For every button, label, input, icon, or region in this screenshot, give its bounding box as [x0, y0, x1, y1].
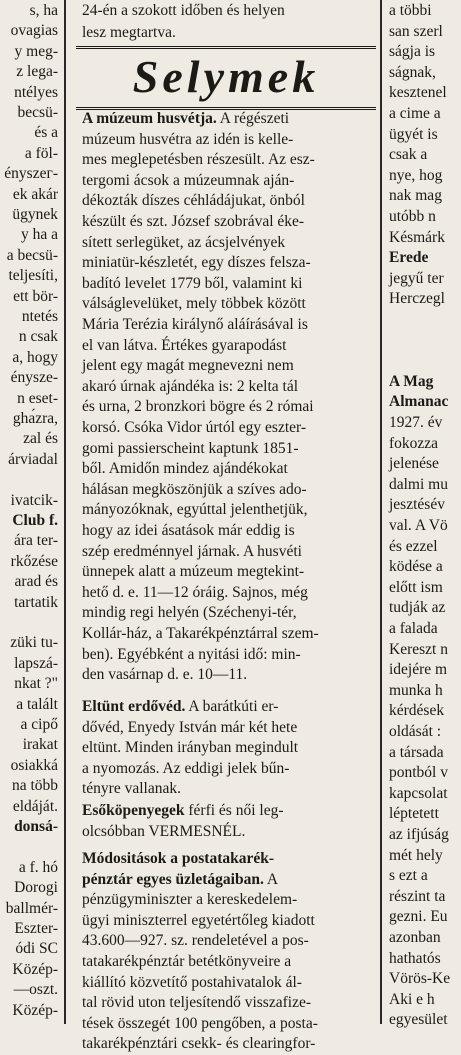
article-line: kiállító közvetítő postahivatalok ál-	[82, 973, 302, 991]
article-line: sített serlegüket, az ácsjelvények	[82, 233, 286, 251]
right-column-line: a társada	[389, 743, 444, 761]
right-column-line: kesztenel	[389, 84, 447, 102]
right-column-line: Aki e h	[389, 990, 435, 1008]
left-column-line: ntélyes	[14, 83, 58, 101]
left-column-line: ára ter-	[14, 532, 58, 550]
article-line: ben). Egyébként a nyitási idő: min-	[82, 645, 301, 663]
right-column-line: ügyét is	[389, 125, 438, 143]
article-line: ünnepek alatt a múzeum megtekint-	[82, 563, 305, 581]
article-line: Kollár-ház, a Takarékpénztárral szem-	[82, 625, 319, 642]
article-line: pénzügyminiszter a kereskedelem-	[82, 891, 298, 909]
left-column-line: züki tu-	[10, 634, 58, 652]
right-column-line: Herczegl	[389, 290, 445, 308]
right-column-line: ságja is	[389, 43, 436, 61]
article-line: korsó. Csóka Vidor úrtól egy eszter-	[82, 419, 307, 436]
right-column-line: részint ta	[389, 887, 446, 905]
left-column-line: n eset-	[17, 389, 58, 407]
left-column-line: a talált	[16, 695, 58, 713]
section-title-banner	[76, 46, 376, 110]
article-line: eltünt. Minden irányban megindult	[82, 739, 299, 757]
left-column-line: becsü-	[17, 104, 58, 121]
center-column	[68, 0, 378, 1053]
section-title: Selymek	[132, 51, 320, 102]
left-column-line: n csak	[18, 328, 58, 346]
article-line: olcsóbban VERMESNÉL.	[82, 822, 246, 840]
article-line: takarékpénztári csekk- és clearingfor-	[82, 1035, 316, 1053]
right-column-line: a falada	[389, 620, 438, 637]
right-column-line: gezni. Eu	[389, 908, 448, 926]
article-line: hető d. e. 11—12 óráig. Sajnos, még	[82, 583, 308, 601]
right-column-line: nak mag	[389, 187, 442, 205]
article-line: a nyomozás. Az eddigi jelek bűn-	[82, 759, 290, 777]
right-column-line: munka h	[389, 681, 443, 699]
article-line: válságlevelüket, mely többek között	[82, 295, 306, 313]
right-column-line: Almanac	[389, 393, 449, 411]
left-column-line: eldáját.	[12, 797, 58, 815]
right-column-line: tudják az	[389, 599, 446, 617]
article-line: akaró úrnak ajándéka is: 2 kelta tál	[82, 377, 299, 395]
left-column-line: tartatik	[14, 593, 58, 611]
left-column-line: ovagias	[10, 22, 58, 40]
left-column-line: árviadal	[8, 450, 58, 468]
left-column-line: Dorogi	[14, 879, 58, 897]
left-column-line: ódi SC	[15, 940, 58, 958]
right-column-line: idejére m	[389, 661, 448, 679]
right-column-line: utóbb n	[389, 208, 436, 225]
right-column-line: kapcsolat	[389, 784, 448, 802]
left-column-line: ényszе-	[10, 369, 58, 387]
left-column-line: és a	[34, 124, 58, 142]
left-column-line: a föl-	[24, 144, 58, 162]
top-line-2: lesz megtartva.	[82, 24, 176, 41]
left-column-line: ntetés	[21, 308, 58, 325]
right-column-line: azonban	[389, 929, 441, 946]
article-line: tényre vallanak.	[82, 780, 181, 798]
left-column-line: irakat	[22, 736, 58, 754]
left-column-line: Club f.	[12, 512, 58, 529]
article-line: 43.600—927. sz. rendeletével a pos-	[82, 932, 309, 950]
article-line	[82, 869, 278, 891]
right-column-line: 1927. év	[389, 414, 443, 431]
article-line: dékozták díszes céhládájukat, önból	[82, 192, 305, 210]
right-column-line: s ezt a	[389, 867, 428, 885]
article-line: ből. Amidőn mindez ajándékokat	[82, 460, 288, 478]
article-line: múzeum husvétra az idén is kelle-	[82, 130, 294, 148]
right-column-line: hathatós	[389, 949, 441, 967]
right-column-line: előtt ism	[389, 578, 443, 596]
article-line	[82, 800, 284, 822]
right-column-line: san szerl	[389, 22, 443, 40]
left-column-line: donsá-	[14, 818, 58, 835]
right-column	[386, 0, 461, 1029]
article-line: és urna, 2 bronzkori bögre és 2 római	[82, 398, 314, 416]
right-column-line: mét hely	[389, 846, 443, 864]
article-line: den vasárnap d. e. 10—11.	[82, 666, 248, 684]
right-column-line: pontból v	[389, 764, 448, 782]
left-column-line: zal és	[23, 430, 58, 448]
article-text: A régészeti	[216, 110, 290, 127]
left-column-line: ivatcik-	[10, 491, 58, 509]
right-column-line: A Mag	[389, 372, 434, 390]
article-headline: Eltünt erdővéd.	[82, 698, 186, 715]
article-line: szép eredménnyel járnak. A husvéti	[82, 542, 302, 560]
article-text: A barátkúti er-	[185, 698, 279, 715]
left-column-line: a cipő	[20, 716, 58, 733]
right-column-line: kérdések	[389, 702, 445, 720]
column-rule-left	[64, 0, 66, 1024]
left-column-line: a f. hó	[18, 858, 58, 876]
right-column-line: dalmi mu	[389, 475, 448, 493]
right-column-line: ködése a	[389, 558, 443, 576]
left-column-line: na több	[11, 777, 58, 795]
article-line: tergomi ácsok a múzeumnak aján-	[82, 171, 295, 189]
article-line: Módositások a postatakarék-	[82, 850, 275, 867]
article-line: jelent egy magát megnevezni nem	[82, 357, 294, 375]
left-column-line: y ha a	[20, 226, 58, 244]
right-column-line: csak a	[389, 146, 428, 164]
article-line: dővéd, Enyedy István már két hete	[82, 718, 298, 736]
article-headline: pénztár egyes üzletágaiban.	[82, 870, 264, 888]
right-column-line: nye, hog	[389, 166, 443, 184]
left-column-line: z lega-	[16, 63, 58, 81]
left-column	[0, 0, 62, 1024]
right-column-line: és ezzel	[389, 537, 438, 555]
left-column-line: rkőzése	[10, 552, 58, 570]
right-column-line: ságnak,	[389, 63, 436, 81]
right-column-line: egyesület	[389, 1011, 448, 1029]
article-line: mindig regi helyén (Széchenyi-tér,	[82, 604, 297, 622]
right-column-line: Késmárk	[389, 228, 445, 246]
article-line: tések összegét 100 pengőben, a posta-	[82, 1014, 318, 1032]
left-column-line: arad és	[14, 573, 58, 591]
right-column-line: jesztésév	[389, 496, 445, 514]
article-line: miniatür-készletét, egy díszes felsza-	[82, 254, 311, 272]
article-headline: Esőköpenyegek	[82, 802, 185, 819]
article-line: badító levelet 1779 ből, valamint ki	[82, 274, 303, 292]
article-line	[82, 696, 278, 718]
left-column-line: teljesíti,	[8, 267, 58, 285]
article-line: el van látva. Értékes gyarapodást	[82, 336, 287, 354]
left-column-line: nkat ?"	[14, 675, 58, 693]
left-column-line: Közép-	[12, 1001, 58, 1019]
left-column-line: a becsü-	[6, 246, 58, 264]
article-line: mányozóknak, egyúttal jelenthetjük,	[82, 501, 308, 519]
top-line-1: 24-én a szokott időben és helyen	[82, 2, 285, 19]
right-column-line: léptetett	[389, 805, 439, 823]
article-text: A	[263, 870, 279, 888]
right-column-line: Kereszt n	[389, 640, 448, 658]
left-column-line: ballmér-	[5, 899, 58, 917]
article-line: hogy az idei ásatások már eddig is	[82, 522, 295, 539]
left-column-line: y meg-	[14, 42, 58, 60]
article-line: gomi passierscheint kaptunk 1851-	[82, 439, 299, 457]
left-column-line: s, ha	[29, 2, 58, 19]
right-column-line: a cime a	[389, 105, 441, 122]
left-column-line: lapszá-	[14, 654, 58, 672]
article-line: készült és szt. József szobrával éke-	[82, 213, 305, 230]
left-column-line: ügynek	[12, 206, 58, 223]
article-line: tatakarékpénztár betétkönyveire a	[82, 953, 292, 970]
left-column-line: —oszt.	[13, 981, 58, 999]
right-column-line: val. A Vö	[389, 517, 448, 534]
article-line: Mária Terézia királynő aláírásával is	[82, 316, 308, 333]
article-line: ügyi miniszterrel egyetértőleg kiadott	[82, 911, 315, 929]
left-column-line: Eszter-	[14, 920, 58, 937]
column-rule-right	[380, 0, 382, 1024]
left-column-line: ghа́zra,	[12, 410, 58, 427]
right-column-line: jegyű ter	[389, 269, 444, 287]
left-column-line: Közép-	[12, 960, 58, 978]
right-column-line: Erede	[389, 249, 429, 267]
left-column-line: ek akár	[12, 185, 58, 203]
article-text: férfi és női leg-	[184, 802, 284, 819]
article-line: hálásan megköszönjük a szíves ado-	[82, 480, 307, 498]
right-column-line: fokozza	[389, 434, 439, 452]
left-column-line: osiakká	[10, 756, 58, 774]
right-column-line: az ifjúság	[389, 826, 449, 843]
right-column-line: oldását :	[389, 723, 442, 740]
article-line	[82, 108, 289, 130]
right-column-line: jelenése	[389, 455, 439, 473]
right-column-line: Vörös-Ke	[389, 970, 451, 988]
left-column-line: ényszeг-	[4, 165, 58, 183]
article-line: mes meglepetésben részesült. Az esz-	[82, 151, 315, 169]
left-column-line: a, hogy	[12, 348, 58, 366]
right-column-line: a többi	[389, 2, 432, 19]
left-column-line: ett bör-	[13, 287, 58, 305]
article-line: tal rövid uton teljesítendő visszafize-	[82, 994, 311, 1012]
article-headline: A múzeum husvétja.	[82, 110, 217, 127]
